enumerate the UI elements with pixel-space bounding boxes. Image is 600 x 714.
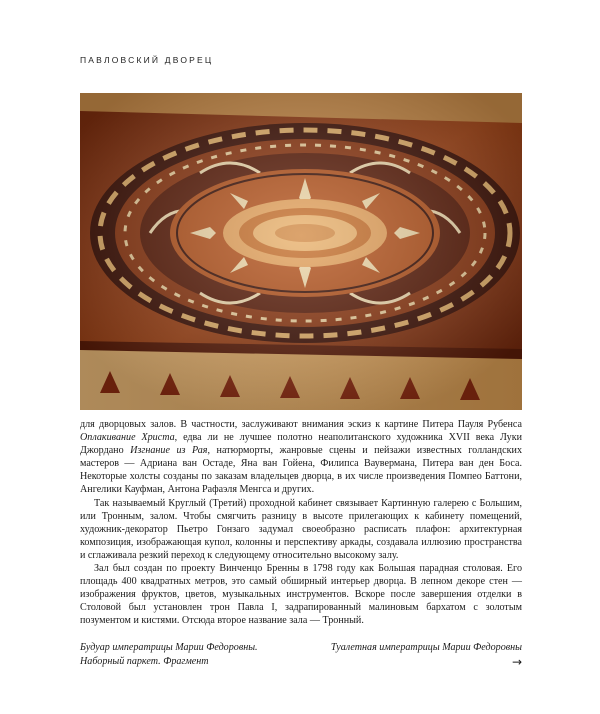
parquet-photo xyxy=(80,93,522,410)
arrow-right-icon: → xyxy=(511,655,522,669)
painting-title-2: Изгнание из Рая xyxy=(130,445,208,457)
next-page-caption xyxy=(292,641,522,669)
paragraph-2: Так называемый Круглый (Третий) проходной кабинет связывает Картинную галерею с Большим, или Тронным, залом. Чтобы смягчить разницу в высоте прилегающих к кабинету помещений, художник-декоратор Пьетро Гонзаго задумал своеобразно расписать плафон: архитектурная композиция, изображающая купол, колонны и перспективу аркады, создавала иллюзию пространства и сглаживала резкий переход к следующему относительно высокому залу. xyxy=(80,497,522,561)
paragraph-1-part-c: , натюрморты, жанровые сцены и пейзажи известных голландских мастеров — Адриана ван Остаде, Яна ван Гойена, Филипса Ваувермана, Питера ван ден Боса. Некоторые холсты созданы по заказам владельцев дворца, в их числе произведения Помпео Баттони, Ангелики Кауфман, Антона Рафаэля Менгса и других. xyxy=(80,445,522,496)
paragraph-3: Зал был создан по проекту Винченцо Бренны в 1798 году как Большая парадная столовая. Его площадь 400 квадратных метров, это самый обширный интерьер дворца. В лепном декоре стен — изображения фруктов, цветов, музыкальных инструментов. Вскоре после завершения отделки в Столовой был установлен трон Павла I, задрапированный малиновым бархатом с золотым позументом и кистями. Отсюда второе название зала — Тронный. xyxy=(80,563,522,627)
caption-line-2: Наборный паркет. Фрагмент xyxy=(80,656,209,667)
parquet-illustration xyxy=(80,93,522,410)
caption-line-1: Будуар императрицы Марии Федоровны. xyxy=(80,642,258,653)
photo-caption xyxy=(80,641,310,669)
painting-title-1: Оплакивание Христа xyxy=(80,432,175,444)
body-text xyxy=(80,418,522,628)
paragraph-1-part-a: для дворцовых залов. В частности, заслуживают внимания эскиз к картине Питера Пауля Рубенса xyxy=(80,419,522,430)
paragraph-1-part-b: , едва ли не лучшее полотно неаполитанского художника XVII века Луки Джордано xyxy=(80,432,522,457)
running-title: ПАВЛОВСКИЙ ДВОРЕЦ xyxy=(80,55,214,65)
next-caption-text: Туалетная императрицы Марии Федоровны xyxy=(330,642,522,653)
paragraph-1 xyxy=(80,418,522,497)
